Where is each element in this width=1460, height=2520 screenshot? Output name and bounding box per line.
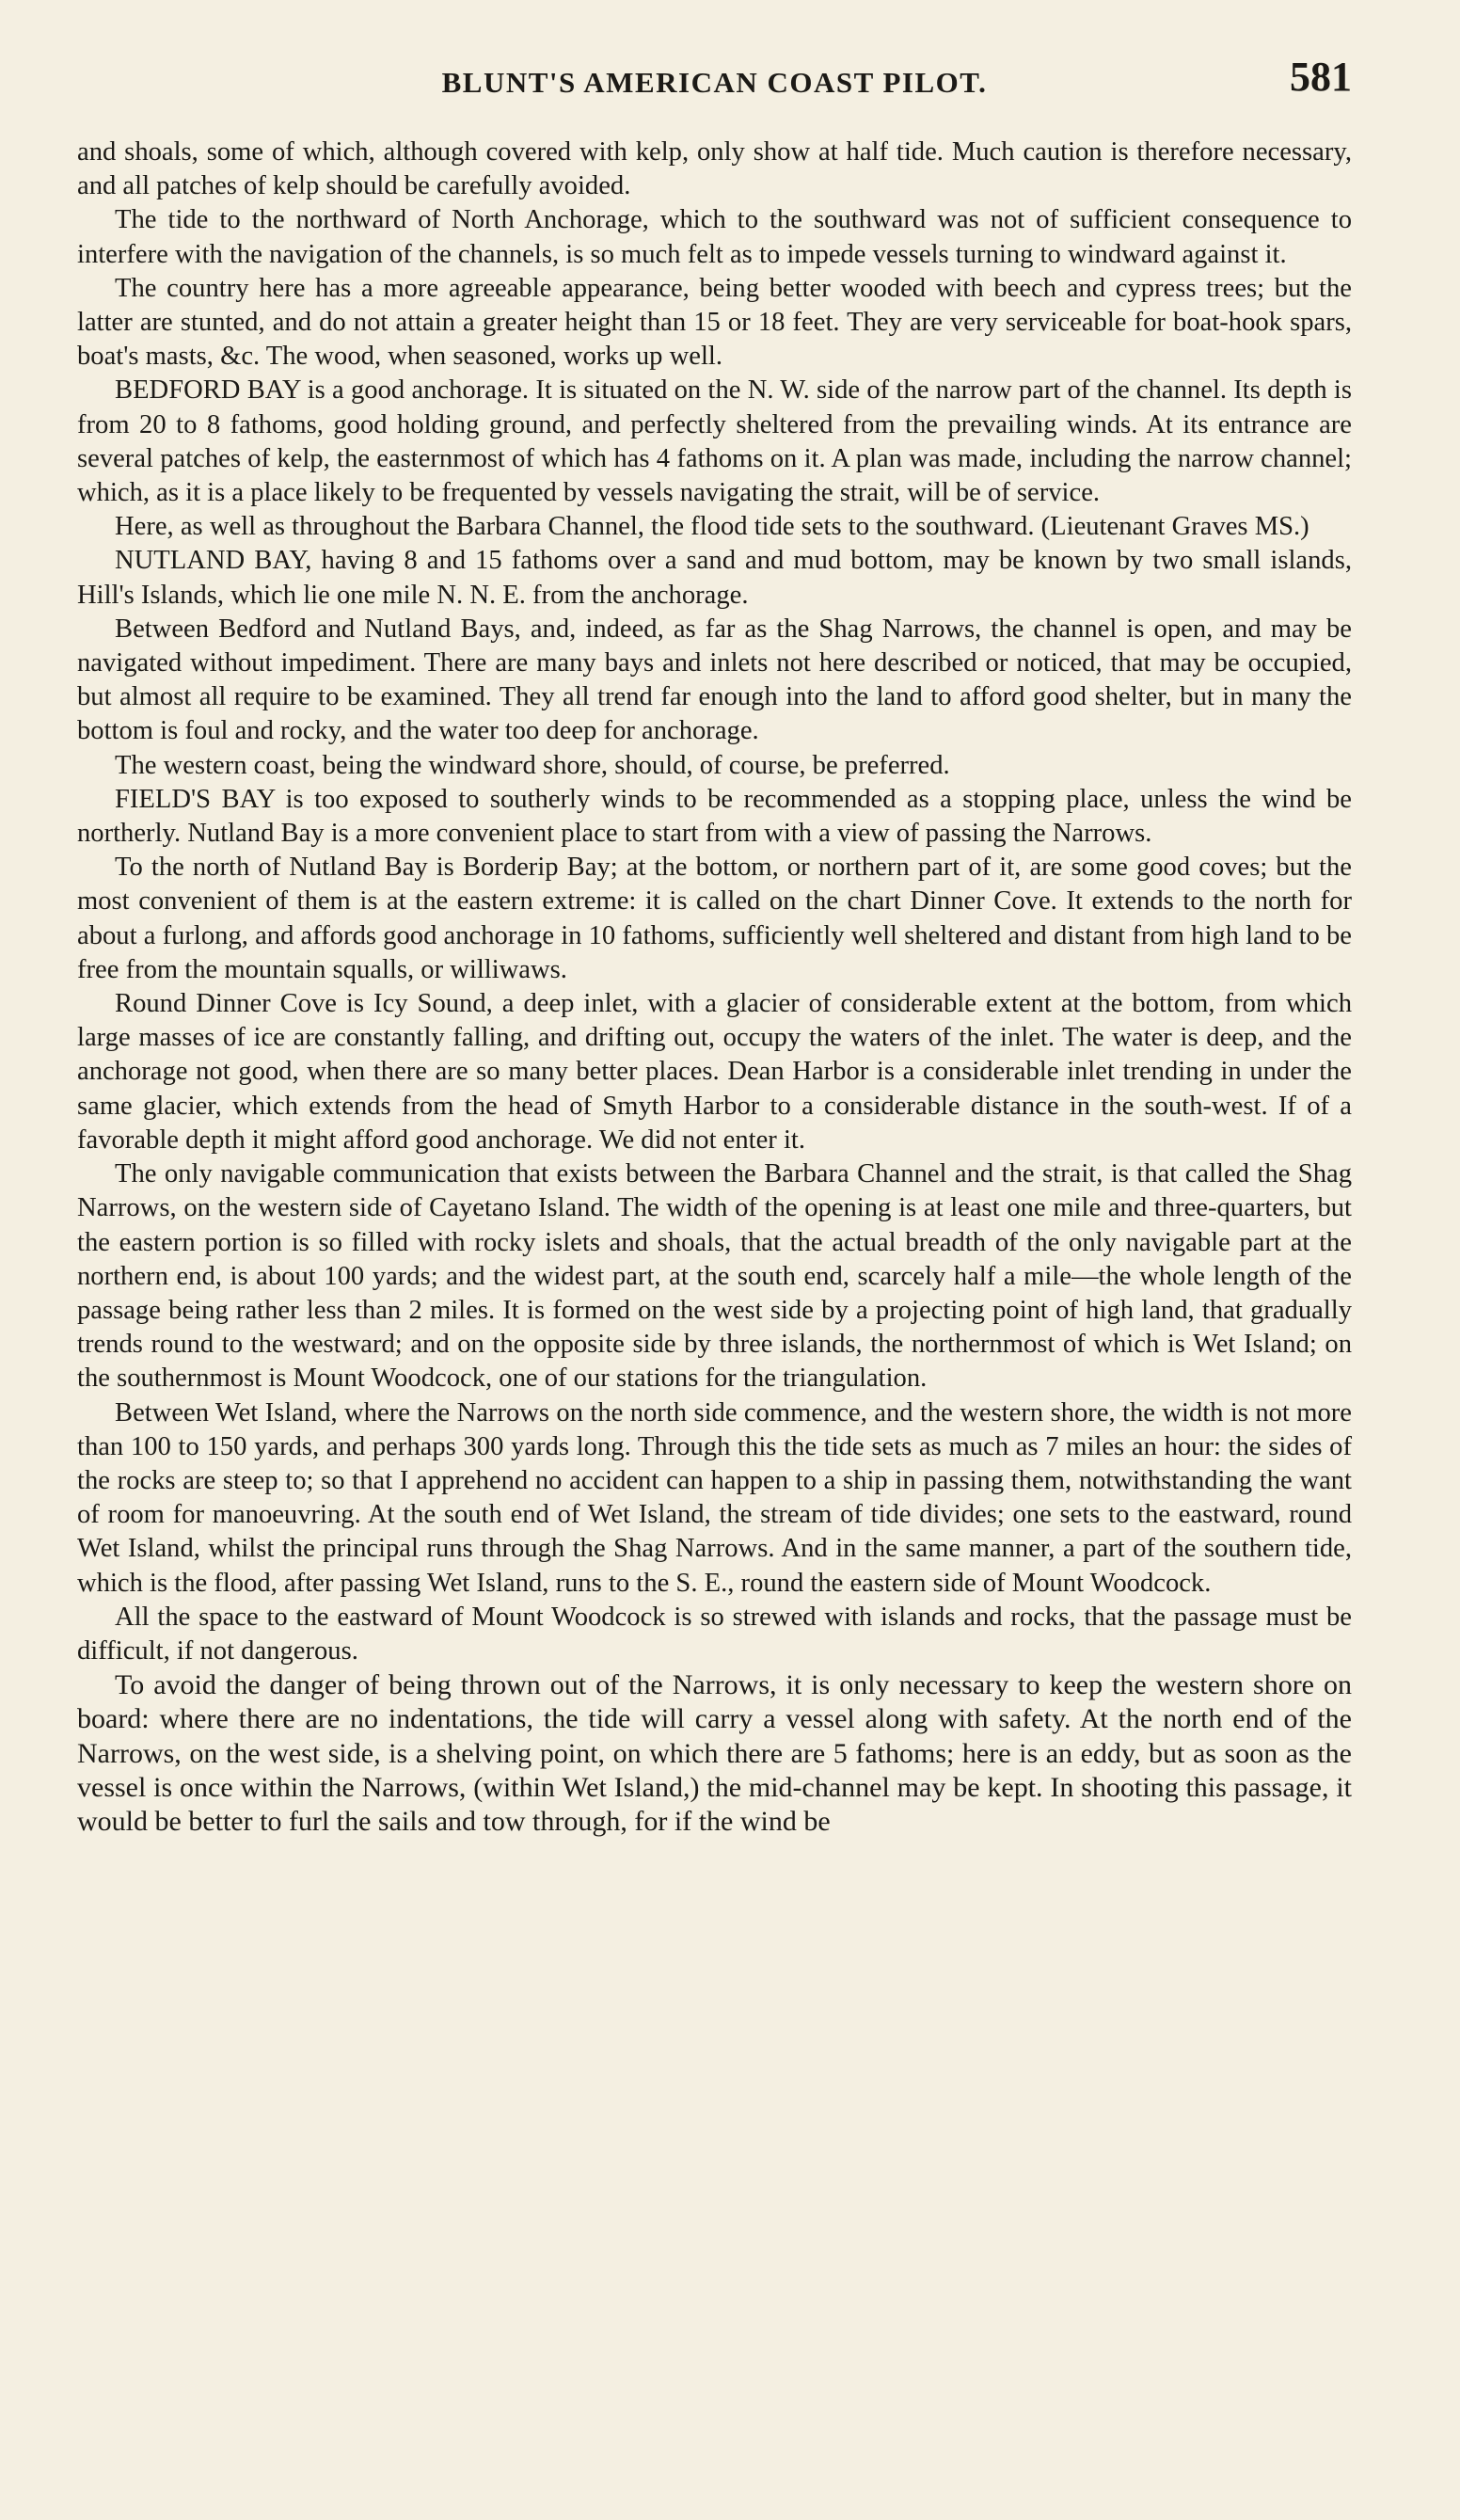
paragraph: The country here has a more agreeable appearance, being better wooded with beech and cypress trees; but the latter are stunted, and do not attain a greater height than 15 or 18 feet. They are very serviceable for boat-hook spars, boat's masts, &c. The wood, when seasoned, works up well. bbox=[77, 273, 1352, 372]
paragraph: The western coast, being the windward shore, should, of course, be preferred. bbox=[115, 750, 950, 780]
paragraph: and shoals, some of which, although covered with kelp, only show at half tide. Much caution is therefore necessary, and all patches of kelp should be carefully avoided. bbox=[77, 137, 1352, 201]
paragraph: Round Dinner Cove is Icy Sound, a deep inlet, with a glacier of considerable extent at the bottom, from which large masses of ice are constantly falling, and drifting out, occupy the waters of the inlet. The water is deep, and the anchorage not good, when there are so many better places. Dean Harbor is a considerable inlet trending in under the same glacier, which extends from the head of Smyth Harbor to a considerable distance in the south-west. If of a favorable depth it might afford good anchorage. We did not enter it. bbox=[77, 989, 1352, 1155]
paragraph: Here, as well as throughout the Barbara Channel, the flood tide sets to the southward. (Lieutenant Graves MS.) bbox=[115, 512, 1309, 542]
running-title: BLUNT'S AMERICAN COAST PILOT. bbox=[441, 66, 988, 99]
paragraph: NUTLAND BAY, having 8 and 15 fathoms over a sand and mud bottom, may be known by two small islands, Hill's Islands, which lie one mile N. N. E. from the anchorage. bbox=[77, 546, 1352, 610]
paragraph: Between Wet Island, where the Narrows on the north side commence, and the western shore, the width is not more than 100 to 150 yards, and perhaps 300 yards long. Through this the tide sets as much as 7 miles an hour: the sides of the rocks are steep to; so that I apprehend no accident can happen to a ship in passing them, notwithstanding the want of room for manoeuvring. At the south end of Wet Island, the stream of tide divides; one sets to the eastward, round Wet Island, whilst the principal runs through the Shag Narrows. And in the same manner, a part of the southern tide, which is the flood, after passing Wet Island, runs to the S. E., round the eastern side of Mount Woodcock. bbox=[77, 1397, 1352, 1598]
body-text bbox=[77, 136, 1352, 1839]
paragraph: BEDFORD BAY is a good anchorage. It is situated on the N. W. side of the narrow part of the channel. Its depth is from 20 to 8 fathoms, good holding ground, and perfectly sheltered from the prevailing winds. At its entrance are several patches of kelp, the easternmost of which has 4 fathoms on it. A plan was made, including the narrow channel; which, as it is a place likely to be frequented by vessels navigating the strait, will be of service. bbox=[77, 375, 1352, 508]
paragraph: Between Bedford and Nutland Bays, and, indeed, as far as the Shag Narrows, the channel is open, and may be navigated without impediment. There are many bays and inlets not here described or noticed, that may be occupied, but almost all require to be examined. They all trend far enough into the land to afford good shelter, but in many the bottom is foul and rocky, and the water too deep for anchorage. bbox=[77, 614, 1352, 746]
paragraph: To avoid the danger of being thrown out of the Narrows, it is only necessary to keep the western shore on board: where there are no indentations, the tide will carry a vessel along with safety. At the north end of the Narrows, on the west side, is a shelving point, on which there are 5 fathoms; here is an eddy, but as soon as the vessel is once within the Narrows, (within Wet Island,) the mid-channel may be kept. In shooting this passage, it would be better to furl the sails and tow through, for if the wind be bbox=[77, 1669, 1352, 1837]
paragraph: All the space to the eastward of Mount Woodcock is so strewed with islands and rocks, that the passage must be difficult, if not dangerous. bbox=[77, 1602, 1352, 1666]
paragraph: FIELD'S BAY is too exposed to southerly winds to be recommended as a stopping place, unless the wind be northerly. Nutland Bay is a more convenient place to start from with a view of passing the Narrows. bbox=[77, 784, 1352, 849]
running-head bbox=[77, 53, 1352, 109]
page-number: 581 bbox=[1290, 54, 1352, 100]
paragraph: The only navigable communication that exists between the Barbara Channel and the strait, is that called the Shag Narrows, on the western side of Cayetano Island. The width of the opening is at least one mile and three-quarters, but the eastern portion is so filled with rocky islets and shoals, that the actual breadth of the only navigable part at the northern end, is about 100 yards; and the widest part, at the south end, scarcely half a mile—the whole length of the passage being rather less than 2 miles. It is formed on the west side by a projecting point of high land, that gradually trends round to the westward; and on the opposite side by three islands, the northernmost of which is Wet Island; on the southernmost is Mount Woodcock, one of our stations for the triangulation. bbox=[77, 1159, 1352, 1394]
paragraph: The tide to the northward of North Anchorage, which to the southward was not of sufficient consequence to interfere with the navigation of the channels, is so much felt as to impede vessels turning to windward against it. bbox=[77, 205, 1352, 269]
paragraph: To the north of Nutland Bay is Borderip Bay; at the bottom, or northern part of it, are some good coves; but the most convenient of them is at the eastern extreme: it is called on the chart Dinner Cove. It extends to the north for about a furlong, and affords good anchorage in 10 fathoms, sufficiently well sheltered and distant from high land to be free from the mountain squalls, or williwaws. bbox=[77, 853, 1352, 984]
